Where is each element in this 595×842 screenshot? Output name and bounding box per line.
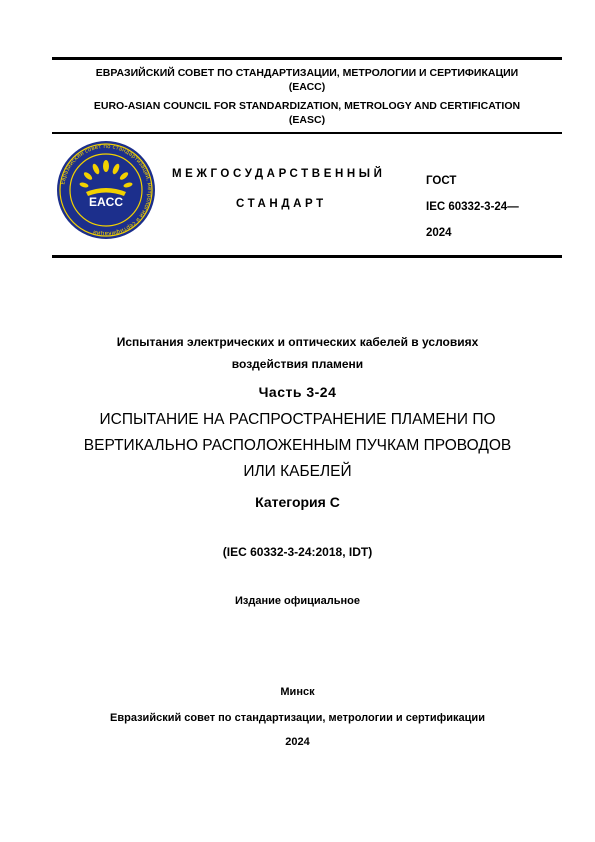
publisher: Евразийский совет по стандартизации, метрологии и сертификации bbox=[110, 712, 485, 724]
interstate-label: МЕЖГОСУДАРСТВЕННЫЙ bbox=[172, 168, 386, 180]
council-abbr-ru: (ЕАСС) bbox=[288, 81, 326, 93]
top-rule bbox=[52, 57, 562, 60]
iec-reference: (IEC 60332-3-24:2018, IDT) bbox=[222, 545, 373, 559]
council-abbr-en: (EASC) bbox=[288, 114, 326, 126]
publication-year: 2024 bbox=[285, 736, 310, 748]
council-name-ru-text: ЕВРАЗИЙСКИЙ СОВЕТ ПО СТАНДАРТИЗАЦИИ, МЕТРОЛОГИИ И СЕРТИФИКАЦИИ bbox=[95, 67, 519, 79]
main-title-line-2: ВЕРТИКАЛЬНО РАСПОЛОЖЕННЫМ ПУЧКАМ ПРОВОДОВ bbox=[83, 437, 512, 454]
middle-rule bbox=[52, 132, 562, 134]
city: Минск bbox=[280, 686, 315, 698]
main-title bbox=[0, 407, 595, 485]
gost-year: 2024 bbox=[426, 227, 452, 239]
gost-number: IEC 60332-3-24— bbox=[426, 201, 519, 213]
subtitle-line-2: воздействия пламени bbox=[231, 357, 364, 371]
eacc-logo bbox=[56, 140, 156, 240]
part-number: Часть 3-24 bbox=[258, 384, 337, 400]
subtitle-line-1: Испытания электрических и оптических кабелей в условиях bbox=[116, 335, 479, 349]
standard-label: СТАНДАРТ bbox=[236, 198, 327, 210]
edition-note: Издание официальное bbox=[234, 595, 361, 607]
logo-ring-text: Евразийский совет по стандартизации, метрологии и сертификации bbox=[60, 143, 153, 237]
main-title-line-1: ИСПЫТАНИЕ НА РАСПРОСТРАНЕНИЕ ПЛАМЕНИ ПО bbox=[99, 411, 496, 428]
council-name-en-text: EURO-ASIAN COUNCIL FOR STANDARDIZATION, METROLOGY AND CERTIFICATION bbox=[93, 100, 521, 112]
bottom-rule bbox=[52, 255, 562, 258]
main-title-line-3: ИЛИ КАБЕЛЕЙ bbox=[243, 463, 352, 480]
gost-designation bbox=[426, 168, 519, 246]
subtitle bbox=[0, 331, 595, 375]
gost-label: ГОСТ bbox=[426, 175, 457, 187]
council-name-ru bbox=[52, 66, 562, 94]
category: Категория С bbox=[255, 494, 340, 510]
logo-text: EACC bbox=[88, 195, 124, 209]
council-name-en bbox=[52, 99, 562, 127]
